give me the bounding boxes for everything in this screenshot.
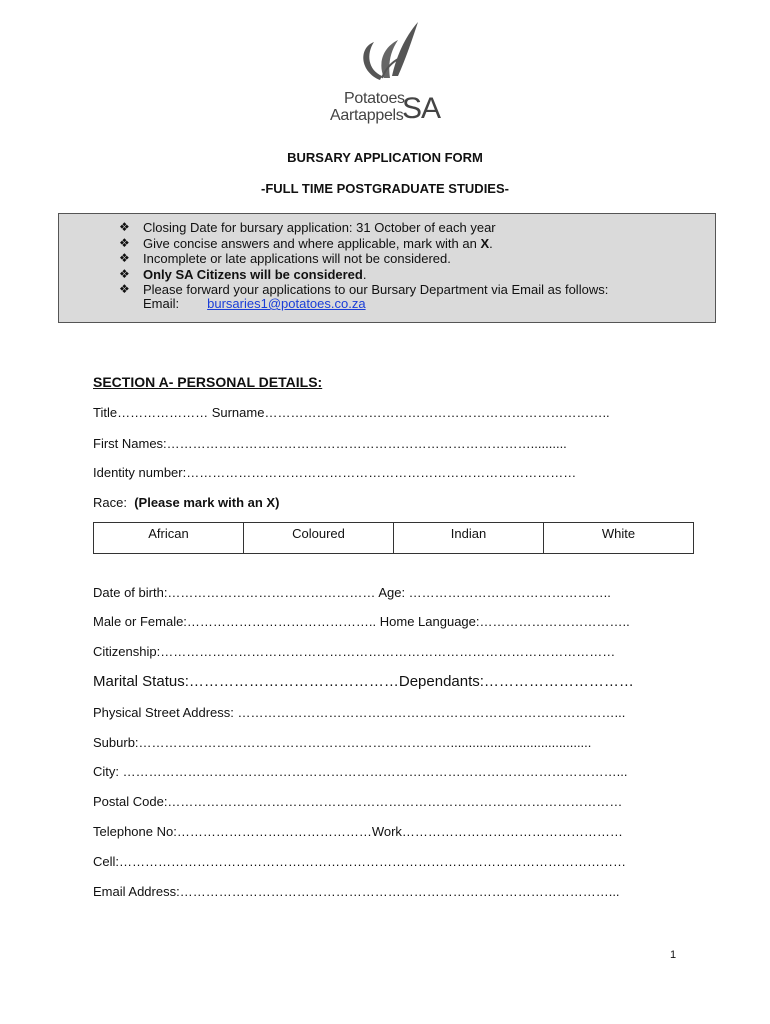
email-address-field[interactable]: Email Address:………………………………………………………………………………………... [93, 884, 620, 899]
notice-text: Only SA Citizens will be considered [143, 266, 363, 282]
section-a-heading: SECTION A- PERSONAL DETAILS: [93, 374, 323, 390]
potato-leaf-icon [352, 18, 422, 88]
marital-dependants-field[interactable]: Marital Status:……………………………………Dependants:………………………… [93, 673, 634, 690]
notice-email-row [143, 296, 366, 311]
suburb-field[interactable]: Suburb:………………………………………………………………....................................... [93, 735, 592, 750]
race-label-row [93, 495, 279, 510]
race-instruction: (Please mark with an X) [134, 495, 280, 510]
postal-code-field[interactable]: Postal Code:…………………………………………………………………………………………… [93, 794, 623, 809]
notice-text: Incomplete or late applications will not be considered. [143, 251, 451, 266]
title-surname-row [93, 405, 610, 420]
surname-field[interactable]: Surname…………………………………………………………………….. [208, 405, 610, 420]
diamond-bullet-icon: ❖ [119, 282, 130, 296]
diamond-bullet-icon: ❖ [119, 251, 130, 265]
race-option-indian[interactable]: Indian [394, 523, 544, 554]
race-option-white[interactable]: White [544, 523, 694, 554]
logo-text-aartappels: Aartappels [330, 107, 404, 124]
page-number: 1 [670, 949, 677, 961]
notice-item-incomplete [119, 251, 608, 267]
notice-punct: . [362, 266, 367, 282]
identity-number-field[interactable]: Identity number:……………………………………………………………………………… [93, 465, 577, 480]
notice-box [58, 213, 716, 323]
race-table [93, 522, 694, 554]
logo-text-sa: SA [402, 92, 441, 125]
cell-field[interactable]: Cell:……………………………………………………………………………………………………… [93, 854, 627, 869]
diamond-bullet-icon: ❖ [119, 266, 130, 281]
title-field[interactable]: Title………………… [93, 405, 209, 420]
street-address-field[interactable]: Physical Street Address: ……………………………………………………………………………... [93, 705, 626, 720]
notice-item-concise [119, 236, 608, 252]
diamond-bullet-icon: ❖ [119, 235, 130, 250]
race-option-african[interactable]: African [94, 523, 244, 554]
gender-language-field[interactable]: Male or Female:…………………………………….. Home Language:…………………………….. [93, 614, 630, 629]
telephone-work-field[interactable]: Telephone No:………………………………………Work…………………………………………… [93, 824, 623, 839]
notice-text: Please forward your applications to our Bursary Department via Email as follows: [143, 282, 609, 297]
notice-item-closing-date [119, 220, 608, 236]
notice-text: Give concise answers and where applicable, mark with an [143, 235, 481, 251]
logo-text-potatoes: Potatoes [344, 90, 405, 107]
first-names-field[interactable]: First Names:………………………………………………………………………….......... [93, 436, 567, 451]
notice-bold-x: X [480, 235, 490, 251]
race-label: Race: [93, 495, 127, 510]
notice-email-label: Email: [143, 296, 180, 311]
notice-punct: . [489, 235, 493, 251]
dob-age-field[interactable]: Date of birth:………………………………………… Age: ……………………………………….. [93, 585, 611, 600]
potatoes-sa-logo [322, 18, 462, 130]
diamond-bullet-icon: ❖ [119, 220, 130, 234]
notice-text: Closing Date for bursary application: 31 October of each year [143, 220, 496, 235]
race-option-coloured[interactable]: Coloured [244, 523, 394, 554]
city-field[interactable]: City: ……………………………………………………………………………………………………... [93, 764, 628, 779]
notice-list [119, 220, 608, 298]
citizenship-field[interactable]: Citizenship:…………………………………………………………………………………………… [93, 644, 616, 659]
form-subtitle: -FULL TIME POSTGRADUATE STUDIES- [261, 181, 509, 196]
notice-item-citizens [119, 267, 608, 283]
form-title: BURSARY APPLICATION FORM [287, 150, 483, 165]
bursary-email-link[interactable]: bursaries1@potatoes.co.za [207, 296, 366, 311]
